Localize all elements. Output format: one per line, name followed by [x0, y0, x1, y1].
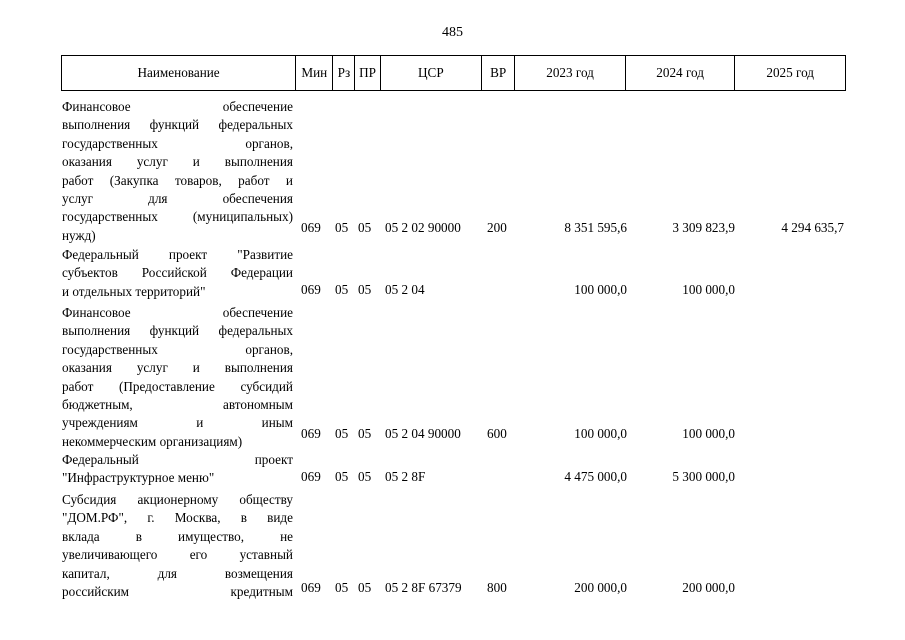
cell-2025: 4 294 635,7: [781, 220, 844, 235]
name-line: Финансовое обеспечение: [62, 305, 293, 320]
name-line: "ДОМ.РФ", г. Москва, в виде: [62, 510, 293, 526]
name-line: "Инфраструктурное меню": [62, 470, 215, 486]
cell-rz: 05: [335, 220, 349, 235]
cell-pr: 05: [358, 469, 372, 484]
cell-pr: 05: [358, 426, 372, 441]
row-name: [62, 491, 293, 601]
page-number: 485: [442, 25, 463, 40]
header-name: Наименование: [62, 56, 296, 91]
cell-rz: 05: [335, 282, 349, 297]
row-name: [62, 451, 293, 488]
cell-vr: 600: [487, 426, 507, 441]
cell-2024: 200 000,0: [682, 580, 735, 595]
cell-2023: 4 475 000,0: [564, 469, 627, 484]
name-line: выполнения функций федеральных: [62, 323, 293, 339]
name-line: бюджетным, автономным: [62, 396, 293, 412]
row-name: [62, 98, 293, 245]
cell-pr: 05: [358, 580, 372, 595]
header-rz: Рз: [333, 56, 355, 91]
cell-pr: 05: [358, 282, 372, 297]
name-line: Федеральный проект "Развитие: [62, 247, 293, 262]
cell-2024: 100 000,0: [682, 426, 735, 441]
cell-2024: 100 000,0: [682, 282, 735, 297]
header-2025: 2025 год: [735, 56, 846, 91]
name-line: Финансовое обеспечение: [62, 99, 293, 114]
cell-2024: 5 300 000,0: [672, 469, 735, 484]
name-line: государственных органов,: [62, 135, 293, 151]
cell-csr: 05 2 8F: [385, 469, 426, 484]
name-line: Федеральный проект: [62, 452, 293, 467]
cell-min: 069: [301, 282, 321, 297]
name-line: субъектов Российской Федерации: [62, 265, 293, 281]
name-line: выполнения функций федеральных: [62, 117, 293, 133]
name-line: государственных органов,: [62, 341, 293, 357]
cell-rz: 05: [335, 469, 349, 484]
row-name: [62, 304, 293, 451]
cell-pr: 05: [358, 220, 372, 235]
cell-vr: 800: [487, 580, 507, 595]
cell-2024: 3 309 823,9: [672, 220, 735, 235]
cell-csr: 05 2 02 90000: [385, 220, 461, 235]
cell-min: 069: [301, 469, 321, 484]
cell-vr: 200: [487, 220, 507, 235]
name-line: капитал, для возмещения: [62, 565, 293, 581]
name-line: государственных (муниципальных): [62, 209, 293, 225]
header-csr: ЦСР: [380, 56, 482, 91]
name-line: вклада в имущество, не: [62, 528, 293, 544]
name-line: оказания услуг и выполнения: [62, 154, 293, 170]
name-line: российским кредитным: [62, 583, 293, 599]
cell-2023: 100 000,0: [574, 426, 627, 441]
table-header: [61, 55, 846, 91]
cell-2023: 200 000,0: [574, 580, 627, 595]
name-line: увеличивающего его уставный: [62, 547, 293, 563]
name-line: учреждениям и иным: [62, 415, 293, 431]
name-line: и отдельных территорий": [62, 283, 206, 299]
name-line: нужд): [62, 227, 96, 243]
name-line: работ (Закупка товаров, работ и: [62, 172, 293, 188]
header-2024: 2024 год: [625, 56, 735, 91]
cell-2023: 100 000,0: [574, 282, 627, 297]
name-line: оказания услуг и выполнения: [62, 360, 293, 376]
cell-min: 069: [301, 580, 321, 595]
cell-csr: 05 2 04 90000: [385, 426, 461, 441]
cell-csr: 05 2 8F 67379: [385, 580, 462, 595]
name-line: Субсидия акционерному обществу: [62, 492, 293, 507]
header-vr: ВР: [482, 56, 515, 91]
header-2023: 2023 год: [515, 56, 626, 91]
name-line: работ (Предоставление субсидий: [62, 378, 293, 394]
cell-2023: 8 351 595,6: [564, 220, 627, 235]
cell-min: 069: [301, 220, 321, 235]
cell-rz: 05: [335, 580, 349, 595]
name-line: некоммерческим организациям): [62, 433, 243, 449]
cell-csr: 05 2 04: [385, 282, 425, 297]
name-line: услуг для обеспечения: [62, 190, 293, 206]
header-pr: ПР: [355, 56, 380, 91]
cell-rz: 05: [335, 426, 349, 441]
header-min: Мин: [296, 56, 333, 91]
row-name: [62, 246, 293, 301]
cell-min: 069: [301, 426, 321, 441]
